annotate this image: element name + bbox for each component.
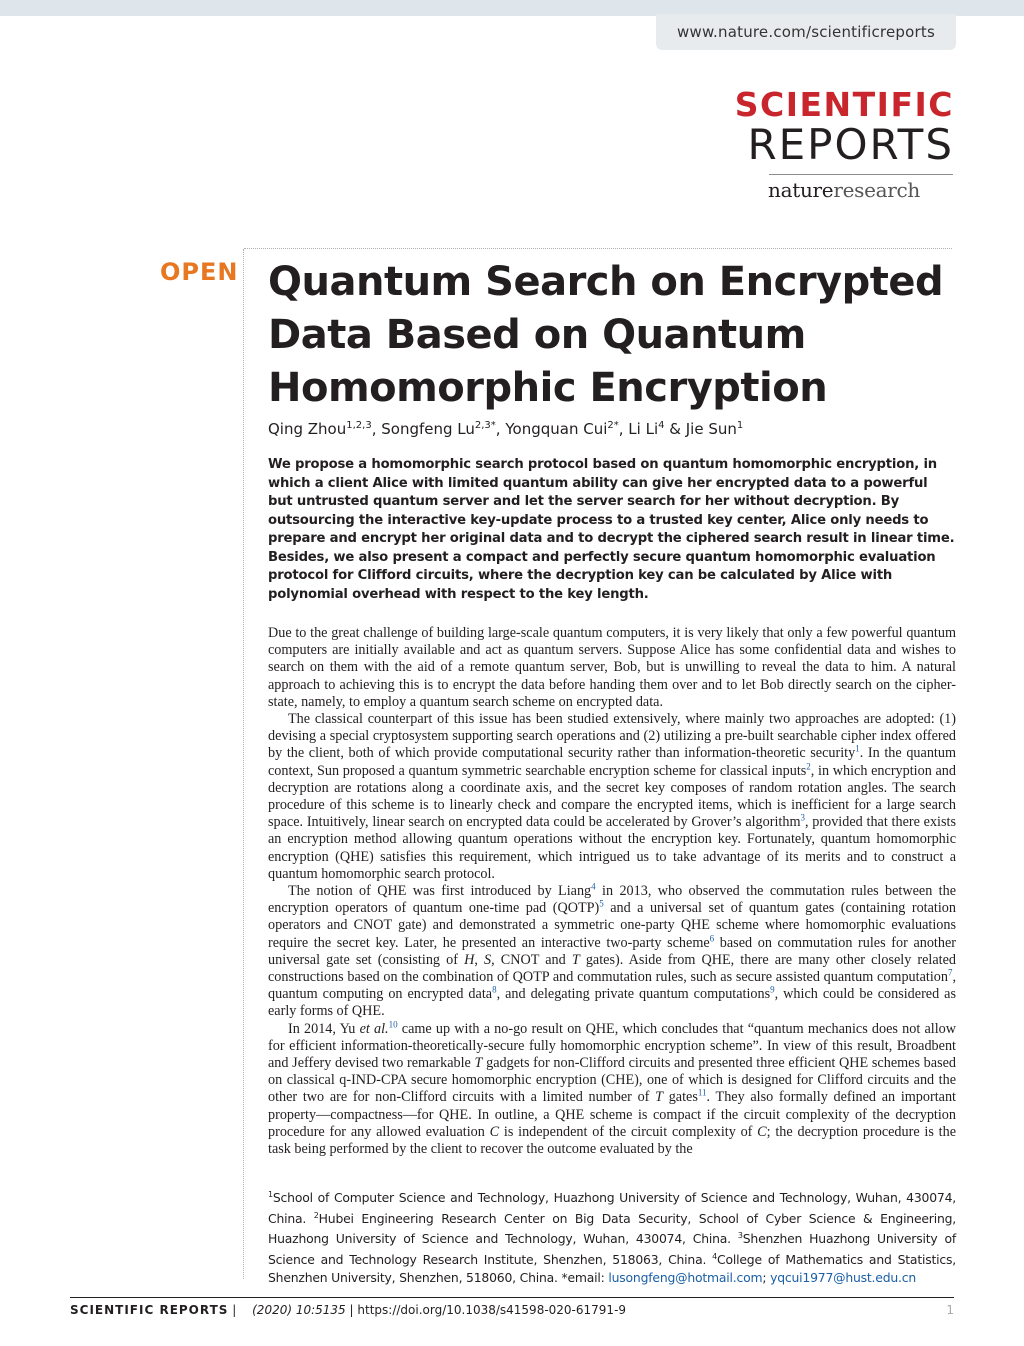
body-text: et al. bbox=[359, 1020, 389, 1037]
author-name[interactable]: Songfeng Lu bbox=[381, 420, 475, 438]
logo-scientific: SCIENTIFIC bbox=[734, 85, 954, 124]
body-text: , provided that there exists an encryption method allowing quantum operations without the encryption key. Fortunately, quantum homomorphic encryption (QHE) satisfies this requirement, which intrigued us to take advantage of its merits and to construct a quantum homomorphic search protocol. bbox=[268, 814, 956, 882]
citation-ref[interactable]: 10 bbox=[388, 1018, 398, 1029]
header-divider bbox=[244, 248, 952, 249]
citation-ref[interactable]: 7 bbox=[947, 967, 953, 978]
affiliation-number: 3 bbox=[737, 1231, 743, 1241]
body-text: in 2013, who observed the commutation rules between the encryption operators of quantum one-time pad (QOTP) bbox=[268, 883, 956, 917]
author-separator: , bbox=[618, 420, 629, 438]
author-name[interactable]: Yongquan Cui bbox=[505, 420, 608, 438]
author-affiliation-ref: 2,3* bbox=[474, 420, 496, 431]
body-text: In 2014, Yu bbox=[288, 1020, 360, 1037]
author-list bbox=[268, 420, 958, 438]
math-symbol: H bbox=[464, 951, 475, 968]
author-separator: , bbox=[495, 420, 506, 438]
body-text: , quantum computing on encrypted data bbox=[268, 969, 956, 1003]
affiliations bbox=[268, 1186, 956, 1286]
logo-divider bbox=[769, 174, 953, 175]
body-text: , in which encryption and decryption are rotations along a coordinate axis, and the secret key composes of random rotation angles. The search procedure of this scheme is to linearly check and compare the encrypted items, which is inefficient for a large search space. Intuitively, linear search on encrypted data could be accelerated by Grover’s algorithm bbox=[268, 762, 956, 831]
citation-ref[interactable]: 1 bbox=[855, 743, 860, 754]
footer-doi[interactable]: | https://doi.org/10.1038/s41598-020-61791-9 bbox=[349, 1303, 627, 1317]
body-text: based on commutation rules for another universal gate set (consisting of bbox=[268, 934, 956, 968]
page-number: 1 bbox=[946, 1303, 954, 1317]
affiliation-number: 1 bbox=[268, 1190, 273, 1199]
citation-ref[interactable]: 2 bbox=[806, 760, 811, 771]
affiliation-text: College of Mathematics and Statistics, Shenzhen University, Shenzhen, 518060, China. *email: bbox=[268, 1252, 956, 1285]
author-affiliation-ref: 1 bbox=[736, 420, 744, 431]
logo-reports: REPORTS bbox=[747, 120, 954, 169]
math-symbol: T bbox=[655, 1089, 663, 1106]
body-text: ; the decryption procedure is the task being performed by the client to recover the outcome evaluated by the bbox=[268, 1123, 956, 1158]
body-paragraph bbox=[268, 711, 956, 883]
article-body bbox=[268, 625, 956, 1158]
body-text: , which could be considered as early forms of QHE. bbox=[268, 986, 957, 1020]
author-separator: , bbox=[371, 420, 382, 438]
page-footer bbox=[70, 1303, 954, 1317]
body-text: gadgets for non-Clifford circuits and presented three efficient QHE schemes based on classical q-IND-CPA secure homomorphic encryption (CHE), one of which is designed for Clifford circuits and the other two are for non-Clifford circuits with a limited number of bbox=[268, 1055, 956, 1106]
body-text: and a universal set of quantum gates (containing rotation operators and CNOT gate) and demonstrated a symmetric one-party QHE scheme where homomorphic evaluations require the secret key. Later, he presented an interactive two-party scheme bbox=[268, 900, 956, 951]
affiliation-number: 2 bbox=[313, 1210, 319, 1220]
body-text: The notion of QHE was first introduced by Liang bbox=[288, 883, 592, 900]
body-paragraph bbox=[268, 1018, 956, 1159]
body-text: , and delegating private quantum computations bbox=[496, 986, 771, 1003]
journal-url[interactable]: www.nature.com/scientificreports bbox=[656, 14, 956, 50]
body-text: gates). Aside from QHE, there are many other closely related constructions based on the combination of QOTP and commutation rules, such as secure assisted quantum computation bbox=[268, 951, 957, 986]
citation-ref[interactable]: 5 bbox=[599, 898, 604, 909]
body-paragraph bbox=[268, 883, 956, 1021]
margin-divider bbox=[243, 249, 244, 1279]
author-name[interactable]: Qing Zhou bbox=[268, 420, 347, 438]
author-separator: & bbox=[664, 420, 686, 438]
math-symbol: T bbox=[571, 951, 580, 968]
email-link[interactable]: lusongfeng@hotmail.com bbox=[608, 1269, 763, 1285]
body-text: . They also formally defined an important property—compactness—for QHE. In outline, a QHE scheme is compact if the circuit complexity of the decryption procedure for any allowed evaluation bbox=[268, 1089, 956, 1140]
body-text: , CNOT and bbox=[491, 951, 572, 968]
email-link[interactable]: yqcui1977@hust.edu.cn bbox=[770, 1269, 917, 1285]
affiliation-text: School of Computer Science and Technology, Huazhong University of Science and Technology, Wuhan, 430074, China. bbox=[268, 1190, 956, 1226]
email-separator: ; bbox=[762, 1269, 771, 1285]
publisher-research: research bbox=[833, 178, 920, 202]
body-text: The classical counterpart of this issue has been studied extensively, where mainly two approaches are adopted: (1) devising a special cryptosystem supporting search operations and (2) utilizing a pre-built searchable cipher index offered by the client, both of which provide computational security rather than information-theoretic security bbox=[268, 711, 956, 762]
body-text: , bbox=[474, 951, 484, 968]
footer-journal: SCIENTIFIC REPORTS bbox=[70, 1303, 229, 1317]
publisher-logo bbox=[768, 178, 920, 202]
body-text: is independent of the circuit complexity of bbox=[499, 1123, 758, 1140]
body-text: came up with a no-go result on QHE, which concludes that “quantum mechanics does not allow for efficient information-theoretically-secure fully homomorphic encryption scheme”. In view of this result, Broadbent and Jeffery devised two remarkable bbox=[268, 1020, 956, 1072]
footer-citation: (2020) 10:5135 bbox=[252, 1303, 346, 1317]
author-name[interactable]: Jie Sun bbox=[685, 420, 737, 438]
citation-ref[interactable]: 3 bbox=[800, 812, 805, 823]
affiliation-text: Shenzhen Huazhong University of Science and Technology Research Institute, Shenzhen, 518063, China. bbox=[268, 1231, 957, 1268]
article-title: Quantum Search on Encrypted Data Based on Quantum Homomorphic Encryption bbox=[268, 259, 944, 411]
body-text: gates bbox=[663, 1089, 698, 1106]
math-symbol: C bbox=[757, 1123, 767, 1140]
footer-divider bbox=[70, 1297, 954, 1298]
citation-ref[interactable]: 4 bbox=[591, 881, 596, 892]
author-affiliation-ref: 1,2,3 bbox=[346, 420, 372, 431]
author-affiliation-ref: 2* bbox=[607, 420, 619, 431]
author-name[interactable]: Li Li bbox=[628, 420, 659, 438]
citation-ref[interactable]: 9 bbox=[770, 984, 775, 995]
affiliation-number: 4 bbox=[712, 1252, 718, 1262]
math-symbol: C bbox=[489, 1123, 500, 1140]
affiliation-text: Hubei Engineering Research Center on Big Data Security, School of Cyber Science & Engineering, Huazhong University of Science and Technology, Wuhan, 430074, China. bbox=[268, 1210, 957, 1247]
open-access-label: OPEN bbox=[160, 258, 239, 286]
publisher-nature: nature bbox=[768, 178, 834, 202]
journal-logo bbox=[734, 85, 954, 169]
body-text: . In the quantum context, Sun proposed a quantum symmetric searchable encryption scheme for classical inputs bbox=[268, 745, 956, 779]
citation-ref[interactable]: 8 bbox=[492, 984, 497, 995]
body-paragraph: Due to the great challenge of building large-scale quantum computers, it is very likely that only a few powerful quantum computers are initially available and act as quantum servers. Suppose Alice has some confidential data and wishes to search on them with the aid of a remote quantum server, Bob, but is unwilling to reveal the data to him. A natural approach to achieving this is to encrypt the data before handing them over and to let Bob directly search on the cipher-state, namely, to employ a quantum search scheme on encrypted data. bbox=[268, 625, 956, 710]
citation-ref[interactable]: 11 bbox=[697, 1087, 707, 1098]
citation-ref[interactable]: 6 bbox=[709, 932, 715, 943]
footer-separator: | bbox=[232, 1303, 237, 1317]
author-affiliation-ref: 4 bbox=[658, 420, 665, 431]
math-symbol: S bbox=[483, 951, 492, 968]
math-symbol: T bbox=[474, 1055, 483, 1072]
abstract: We propose a homomorphic search protocol based on quantum homomorphic encryption, in which a client Alice with limited quantum ability can give her encrypted data to a powerful but untrusted quantum server and let the server search for her without decryption. By outsourcing the interactive key-update process to a trusted key center, Alice only needs to prepare and encrypt her original data and to decrypt the ciphered search result in linear time. Besides, we also present a compact and perfectly secure quantum homomorphic evaluation protocol for Clifford circuits, where the decryption key can be calculated by Alice with polynomial overhead with respect to the key length. bbox=[268, 457, 955, 602]
